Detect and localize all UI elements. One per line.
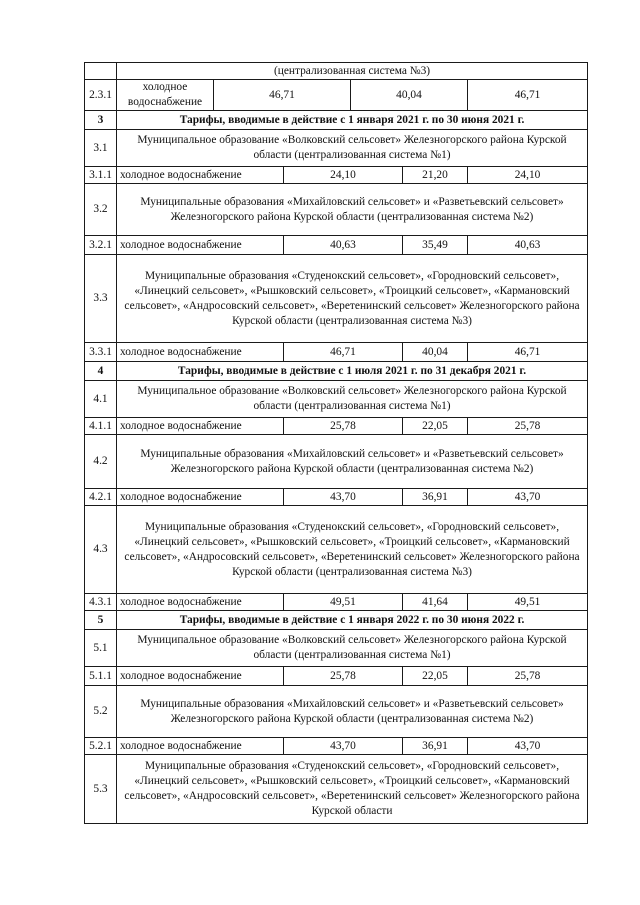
row-number: 4.2.1	[85, 489, 117, 506]
area-row	[85, 506, 588, 594]
row-number: 5.1.1	[85, 667, 117, 686]
section-row	[85, 362, 588, 381]
tariff-value-2: 36,91	[403, 489, 468, 506]
area-description: Муниципальные образования «Михайловский сельсовет» и «Разветьевский сельсовет» Железногорского района Курской области (централизованная система №2)	[117, 686, 588, 738]
tariff-value-3: 49,51	[468, 594, 588, 611]
row-number: 4.2	[85, 435, 117, 489]
rate-row	[85, 80, 588, 111]
rate-row	[85, 738, 588, 755]
tariff-table-body	[85, 63, 588, 824]
row-number: 2.3.1	[85, 80, 117, 111]
tariff-value-1: 46,71	[284, 343, 403, 362]
tariff-value-3: 43,70	[468, 489, 588, 506]
rate-row	[85, 667, 588, 686]
row-number: 4.3	[85, 506, 117, 594]
rate-row	[85, 236, 588, 255]
area-description: Муниципальное образование «Волковский сельсовет» Железногорского района Курской области (централизованная система №1)	[117, 381, 588, 418]
tariff-value-2: 36,91	[403, 738, 468, 755]
area-description: Муниципальные образования «Михайловский сельсовет» и «Разветьевский сельсовет» Железногорского района Курской области (централизованная система №2)	[117, 184, 588, 236]
row-number: 4	[85, 362, 117, 381]
rate-row	[85, 594, 588, 611]
row-number: 5.2.1	[85, 738, 117, 755]
row-number: 3.1.1	[85, 167, 117, 184]
tariff-value-1: 43,70	[284, 738, 403, 755]
service-label: холодное водоснабжение	[117, 418, 284, 435]
tariff-value-1: 24,10	[284, 167, 403, 184]
section-title: Тарифы, вводимые в действие с 1 января 2022 г. по 30 июня 2022 г.	[117, 611, 588, 630]
tariff-value-2: 41,64	[403, 594, 468, 611]
area-row	[85, 435, 588, 489]
tariff-value-3: 24,10	[468, 167, 588, 184]
tariff-value-1: 25,78	[284, 418, 403, 435]
rate-row	[85, 167, 588, 184]
row-number: 5	[85, 611, 117, 630]
area-row	[85, 630, 588, 667]
area-description: Муниципальные образования «Михайловский сельсовет» и «Разветьевский сельсовет» Железногорского района Курской области (централизованная система №2)	[117, 435, 588, 489]
service-label: холодное водоснабжение	[117, 167, 284, 184]
area-row	[85, 381, 588, 418]
tariff-value-1: 25,78	[284, 667, 403, 686]
service-label: холодное водоснабжение	[117, 80, 214, 111]
tariff-value-3: 46,71	[468, 343, 588, 362]
tariff-document	[84, 62, 587, 824]
section-title: Тарифы, вводимые в действие с 1 июля 2021 г. по 31 декабря 2021 г.	[117, 362, 588, 381]
row-number: 4.1	[85, 381, 117, 418]
area-row	[85, 63, 588, 80]
row-number: 4.1.1	[85, 418, 117, 435]
area-description: Муниципальное образование «Волковский сельсовет» Железногорского района Курской области (централизованная система №1)	[117, 630, 588, 667]
area-row	[85, 686, 588, 738]
service-label: холодное водоснабжение	[117, 236, 284, 255]
tariff-value-2: 40,04	[351, 80, 468, 111]
row-number: 3.1	[85, 130, 117, 167]
area-row	[85, 755, 588, 824]
area-description: Муниципальные образования «Студенокский сельсовет», «Городновский сельсовет», «Линецкий сельсовет», «Рышковский сельсовет», «Троицкий сельсовет», «Кармановский сельсовет», «Андросовский сельсовет», «Веретенинский сельсовет» Железногорского района Курской области (централизованная система №3)	[117, 506, 588, 594]
tariff-value-2: 22,05	[403, 418, 468, 435]
tariff-value-3: 40,63	[468, 236, 588, 255]
service-label: холодное водоснабжение	[117, 738, 284, 755]
tariff-value-2: 22,05	[403, 667, 468, 686]
area-description: (централизованная система №3)	[117, 63, 588, 80]
tariff-value-1: 49,51	[284, 594, 403, 611]
row-number: 3	[85, 111, 117, 130]
rate-row	[85, 418, 588, 435]
rate-row	[85, 343, 588, 362]
service-label: холодное водоснабжение	[117, 343, 284, 362]
area-description: Муниципальное образование «Волковский сельсовет» Железногорского района Курской области (централизованная система №1)	[117, 130, 588, 167]
row-number: 5.1	[85, 630, 117, 667]
tariff-value-2: 35,49	[403, 236, 468, 255]
row-number: 3.2	[85, 184, 117, 236]
area-row	[85, 184, 588, 236]
tariff-value-3: 43,70	[468, 738, 588, 755]
section-row	[85, 611, 588, 630]
section-title: Тарифы, вводимые в действие с 1 января 2021 г. по 30 июня 2021 г.	[117, 111, 588, 130]
row-number: 5.2	[85, 686, 117, 738]
tariff-value-1: 40,63	[284, 236, 403, 255]
tariff-value-2: 21,20	[403, 167, 468, 184]
area-description: Муниципальные образования «Студенокский сельсовет», «Городновский сельсовет», «Линецкий сельсовет», «Рышковский сельсовет», «Троицкий сельсовет», «Кармановский сельсовет», «Андросовский сельсовет», «Веретенинский сельсовет» Железногорского района Курской области (централизованная система №3)	[117, 255, 588, 343]
service-label: холодное водоснабжение	[117, 489, 284, 506]
area-description: Муниципальные образования «Студенокский сельсовет», «Городновский сельсовет», «Линецкий сельсовет», «Рышковский сельсовет», «Троицкий сельсовет», «Кармановский сельсовет», «Андросовский сельсовет», «Веретенинский сельсовет» Железногорского района Курской области	[117, 755, 588, 824]
section-row	[85, 111, 588, 130]
tariff-value-3: 46,71	[468, 80, 588, 111]
tariff-value-3: 25,78	[468, 667, 588, 686]
service-label: холодное водоснабжение	[117, 667, 284, 686]
tariff-table	[84, 62, 588, 824]
area-row	[85, 130, 588, 167]
tariff-value-1: 43,70	[284, 489, 403, 506]
row-number: 3.3.1	[85, 343, 117, 362]
row-number: 3.2.1	[85, 236, 117, 255]
service-label: холодное водоснабжение	[117, 594, 284, 611]
area-row	[85, 255, 588, 343]
row-number: 3.3	[85, 255, 117, 343]
rate-row	[85, 489, 588, 506]
tariff-value-1: 46,71	[214, 80, 351, 111]
row-number: 5.3	[85, 755, 117, 824]
row-number	[85, 63, 117, 80]
tariff-value-2: 40,04	[403, 343, 468, 362]
row-number: 4.3.1	[85, 594, 117, 611]
tariff-value-3: 25,78	[468, 418, 588, 435]
